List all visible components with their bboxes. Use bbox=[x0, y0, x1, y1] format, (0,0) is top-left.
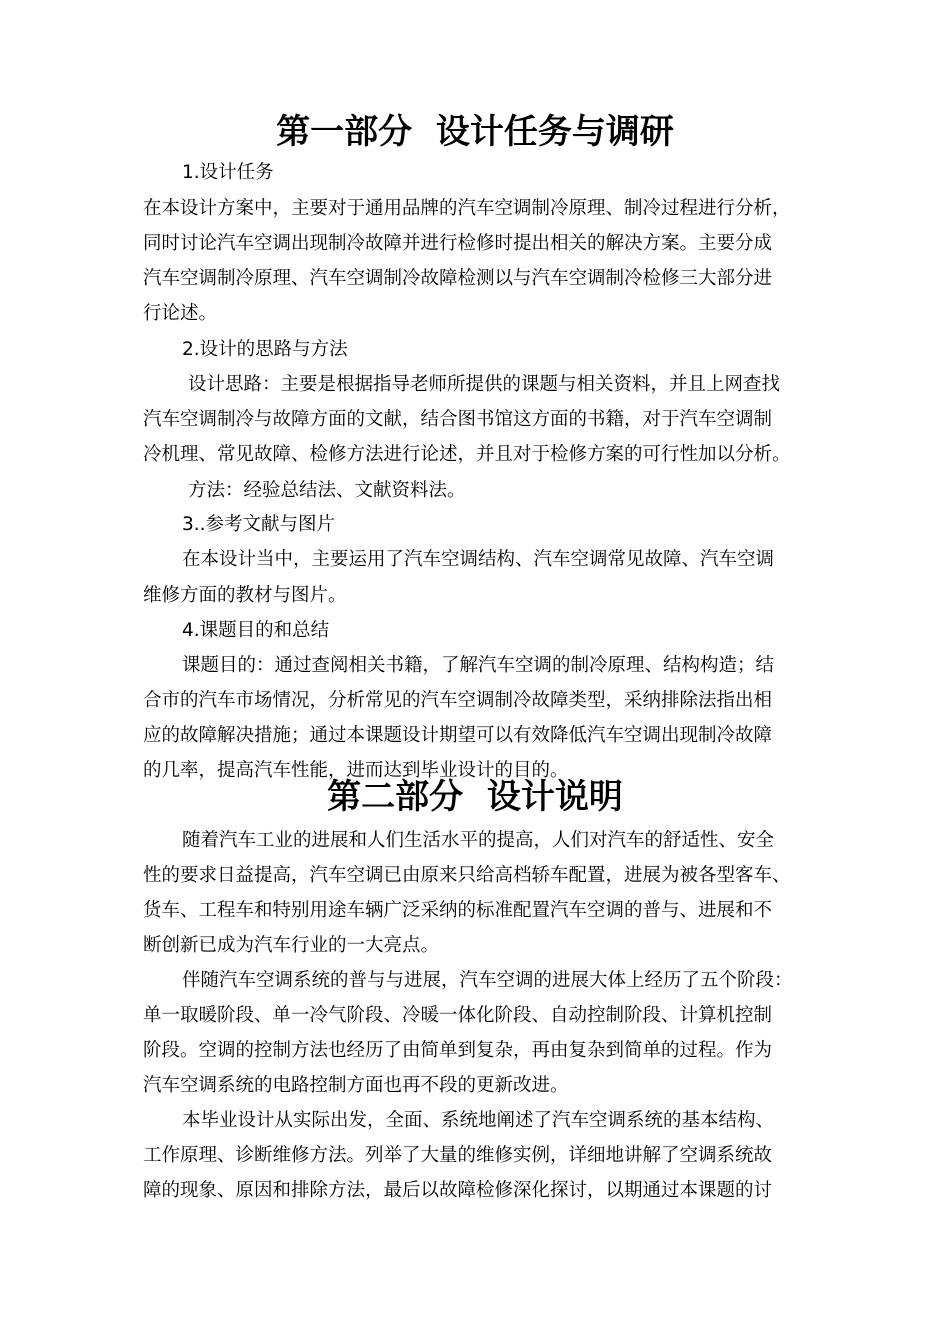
section4-line: 课题目的：通过查阅相关书籍，了解汽车空调的制冷原理、结构构造；结 bbox=[182, 655, 775, 676]
part2-paragraph1-line: 断创新已成为汽车行业的一大亮点。 bbox=[143, 935, 440, 956]
section4-line: 合市的汽车市场情况，分析常见的汽车空调制冷故障类型，采纳排除法指出相 bbox=[143, 690, 773, 711]
section3-heading: 3..参考文献与图片 bbox=[182, 514, 336, 535]
section4-heading: 4.课题目的和总结 bbox=[182, 620, 330, 641]
part2-paragraph2-line: 阶段。空调的控制方法也经历了由简单到复杂，再由复杂到简单的过程。作为 bbox=[143, 1040, 773, 1061]
part2-paragraph3-line: 工作原理、诊断维修方法。列举了大量的维修实例，详细地讲解了空调系统故 bbox=[143, 1145, 773, 1166]
part2-paragraph1-line: 货车、工程车和特别用途车辆广泛采纳的标准配置汽车空调的普与、进展和不 bbox=[143, 900, 773, 921]
section1-line: 同时讨论汽车空调出现制冷故障并进行检修时提出相关的解决方案。主要分成 bbox=[143, 233, 773, 254]
section2-method: 方法：经验总结法、文献资料法。 bbox=[188, 480, 466, 501]
part2-title: 第二部分 设计说明 bbox=[327, 777, 623, 817]
section1-line: 汽车空调制冷原理、汽车空调制冷故障检测以与汽车空调制冷检修三大部分进 bbox=[143, 268, 773, 289]
part2-paragraph1-line: 随着汽车工业的进展和人们生活水平的提高，人们对汽车的舒适性、安全 bbox=[182, 830, 775, 851]
section2-line: 设计思路：主要是根据指导老师所提供的课题与相关资料，并且上网查找 bbox=[188, 374, 781, 395]
part2-paragraph2-line: 单一取暖阶段、单一冷气阶段、冷暖一体化阶段、自动控制阶段、计算机控制 bbox=[143, 1005, 773, 1026]
section2-line: 冷机理、常见故障、检修方法进行论述，并且对于检修方案的可行性加以分析。 bbox=[143, 444, 791, 465]
part2-paragraph3-line: 障的现象、原因和排除方法，最后以故障检修深化探讨，以期通过本课题的讨 bbox=[143, 1180, 773, 1201]
part2-paragraph1-line: 性的要求日益提高，汽车空调已由原来只给高档轿车配置，进展为被各型客车、 bbox=[143, 865, 791, 886]
section2-heading: 2.设计的思路与方法 bbox=[182, 339, 348, 360]
section4-line: 的几率，提高汽车性能，进而达到毕业设计的目的。 bbox=[143, 760, 569, 781]
section1-heading: 1.设计任务 bbox=[182, 162, 274, 183]
part1-title: 第一部分 设计任务与调研 bbox=[276, 112, 674, 152]
section2-line: 汽车空调制冷与故障方面的文献，结合图书馆这方面的书籍，对于汽车空调制 bbox=[143, 409, 773, 430]
section3-line: 维修方面的教材与图片。 bbox=[143, 585, 347, 606]
section4-line: 应的故障解决措施；通过本课题设计期望可以有效降低汽车空调出现制冷故障 bbox=[143, 725, 773, 746]
section1-line: 行论述。 bbox=[143, 303, 218, 324]
part2-paragraph3-line: 本毕业设计从实际出发，全面、系统地阐述了汽车空调系统的基本结构、 bbox=[182, 1110, 775, 1131]
part2-paragraph2-line: 伴随汽车空调系统的普与与进展，汽车空调的进展大体上经历了五个阶段： bbox=[182, 970, 793, 991]
section3-line: 在本设计当中，主要运用了汽车空调结构、汽车空调常见故障、汽车空调 bbox=[182, 549, 775, 570]
part2-paragraph2-line: 汽车空调系统的电路控制方面也再不段的更新改进。 bbox=[143, 1075, 569, 1096]
section1-line: 在本设计方案中，主要对于通用品牌的汽车空调制冷原理、制冷过程进行分析， bbox=[143, 198, 791, 219]
